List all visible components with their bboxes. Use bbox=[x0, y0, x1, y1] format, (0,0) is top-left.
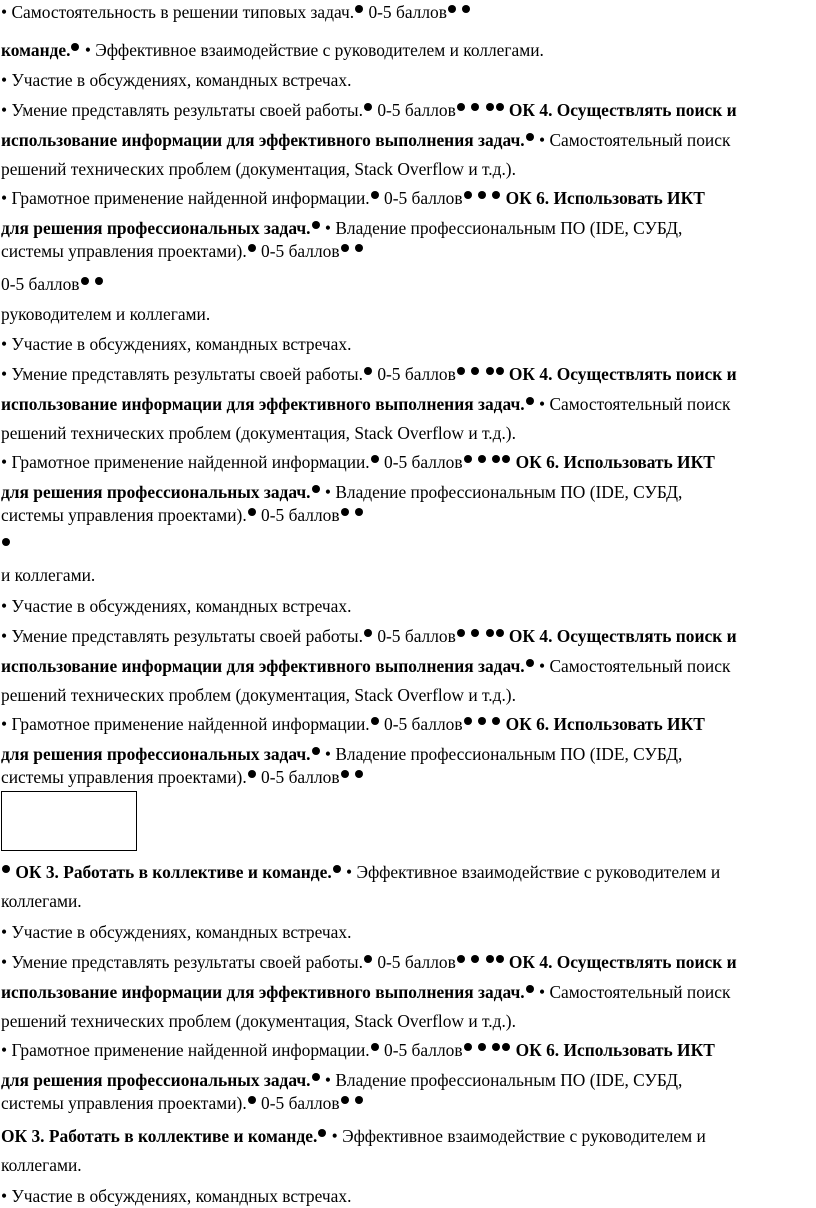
text-line: использование информации для эффективного выполнения задач. • Самостоятельный поиск bbox=[1, 982, 731, 1002]
text-line: коллегами. bbox=[1, 891, 82, 911]
bullet-dot-icon bbox=[492, 1043, 500, 1051]
text-line: системы управления проектами). 0-5 баллов bbox=[1, 241, 364, 261]
bullet-dot-icon bbox=[355, 1096, 363, 1104]
bullet-dot-icon bbox=[95, 277, 103, 285]
text-line: для решения профессиональных задач. • Владение профессиональным ПО (IDE, СУБД, bbox=[1, 482, 683, 502]
bullet-dot-icon bbox=[355, 244, 363, 252]
text-line: решений технических проблем (документация, Stack Overflow и т.д.). bbox=[1, 423, 516, 443]
text-line: • Грамотное применение найденной информации. 0-5 баллов ОК 6. Использовать ИКТ bbox=[1, 452, 715, 472]
bullet-dot-icon bbox=[526, 133, 534, 141]
bullet-dot-icon bbox=[371, 191, 379, 199]
bullet-dot-icon bbox=[526, 659, 534, 667]
bullet-dot-icon bbox=[457, 103, 465, 111]
text-line: системы управления проектами). 0-5 баллов bbox=[1, 767, 364, 787]
bullet-dot-icon bbox=[364, 103, 372, 111]
text-line: • Умение представлять результаты своей работы. 0-5 баллов ОК 4. Осуществлять поиск и bbox=[1, 364, 737, 384]
text-line: использование информации для эффективного выполнения задач. • Самостоятельный поиск bbox=[1, 394, 731, 414]
bullet-dot-icon bbox=[318, 1129, 326, 1137]
text-line: • Участие в обсуждениях, командных встречах. bbox=[1, 922, 352, 942]
bullet-dot-icon bbox=[248, 508, 256, 516]
text-line: системы управления проектами). 0-5 баллов bbox=[1, 505, 364, 525]
bullet-dot-icon bbox=[71, 43, 79, 51]
text-line: • Самостоятельность в решении типовых задач. 0-5 баллов bbox=[1, 2, 471, 22]
bullet-dot-icon bbox=[464, 717, 472, 725]
text-line: и коллегами. bbox=[1, 565, 96, 585]
bullet-dot-icon bbox=[457, 367, 465, 375]
text-line: решений технических проблем (документация, Stack Overflow и т.д.). bbox=[1, 685, 516, 705]
bullet-dot-icon bbox=[526, 397, 534, 405]
bullet-dot-icon bbox=[492, 455, 500, 463]
text-line: • Грамотное применение найденной информации. 0-5 баллов ОК 6. Использовать ИКТ bbox=[1, 714, 705, 734]
bullet-dot-icon bbox=[81, 277, 89, 285]
text-line: для решения профессиональных задач. • Владение профессиональным ПО (IDE, СУБД, bbox=[1, 744, 683, 764]
text-line: для решения профессиональных задач. • Владение профессиональным ПО (IDE, СУБД, bbox=[1, 218, 683, 238]
text-line: • Грамотное применение найденной информации. 0-5 баллов ОК 6. Использовать ИКТ bbox=[1, 1040, 715, 1060]
bullet-dot-icon bbox=[496, 629, 504, 637]
bullet-dot-icon bbox=[496, 955, 504, 963]
text-line: • Участие в обсуждениях, командных встречах. bbox=[1, 70, 352, 90]
text-line: решений технических проблем (документация, Stack Overflow и т.д.). bbox=[1, 1011, 516, 1031]
bullet-dot-icon bbox=[341, 508, 349, 516]
bullet-dot-icon bbox=[248, 770, 256, 778]
bullet-dot-icon bbox=[486, 367, 494, 375]
bullet-dot-icon bbox=[355, 508, 363, 516]
bullet-dot-icon bbox=[2, 865, 10, 873]
bullet-dot-icon bbox=[464, 191, 472, 199]
bullet-dot-icon bbox=[371, 1043, 379, 1051]
text-line: • Участие в обсуждениях, командных встречах. bbox=[1, 596, 352, 616]
text-line: системы управления проектами). 0-5 баллов bbox=[1, 1093, 364, 1113]
bullet-dot-icon bbox=[248, 1096, 256, 1104]
bullet-dot-icon bbox=[496, 103, 504, 111]
bullet-dot-icon bbox=[471, 103, 479, 111]
bullet-dot-icon bbox=[478, 1043, 486, 1051]
bullet-dot-icon bbox=[333, 865, 341, 873]
bullet-dot-icon bbox=[448, 5, 456, 13]
bullet-dot-icon bbox=[371, 717, 379, 725]
bullet-dot-icon bbox=[341, 770, 349, 778]
text-line: • Умение представлять результаты своей работы. 0-5 баллов ОК 4. Осуществлять поиск и bbox=[1, 626, 737, 646]
bullet-dot-icon bbox=[248, 244, 256, 252]
bullet-dot-icon bbox=[457, 955, 465, 963]
bullet-dot-icon bbox=[355, 770, 363, 778]
text-line: ОК 3. Работать в коллективе и команде. • Эффективное взаимодействие с руководителем и bbox=[1, 1126, 706, 1146]
text-line: • Участие в обсуждениях, командных встречах. bbox=[1, 1186, 352, 1206]
bullet-dot-icon bbox=[364, 955, 372, 963]
bullet-dot-icon bbox=[364, 367, 372, 375]
bullet-dot-icon bbox=[471, 629, 479, 637]
text-line: • Умение представлять результаты своей работы. 0-5 баллов ОК 4. Осуществлять поиск и bbox=[1, 100, 737, 120]
bullet-dot-icon bbox=[364, 629, 372, 637]
text-line: • Грамотное применение найденной информации. 0-5 баллов ОК 6. Использовать ИКТ bbox=[1, 188, 705, 208]
bullet-dot-icon bbox=[526, 985, 534, 993]
bullet-dot-icon bbox=[502, 455, 510, 463]
bullet-dot-icon bbox=[502, 1043, 510, 1051]
bullet-dot-icon bbox=[471, 955, 479, 963]
bullet-dot-icon bbox=[464, 455, 472, 463]
text-line: для решения профессиональных задач. • Владение профессиональным ПО (IDE, СУБД, bbox=[1, 1070, 683, 1090]
text-line: коллегами. bbox=[1, 1155, 82, 1175]
bullet-dot-icon bbox=[341, 244, 349, 252]
bullet-dot-icon bbox=[492, 717, 500, 725]
text-line: • Умение представлять результаты своей работы. 0-5 баллов ОК 4. Осуществлять поиск и bbox=[1, 952, 737, 972]
bullet-dot-icon bbox=[486, 629, 494, 637]
bullet-dot-icon bbox=[471, 367, 479, 375]
text-line: использование информации для эффективного выполнения задач. • Самостоятельный поиск bbox=[1, 130, 731, 150]
text-line: 0-5 баллов bbox=[1, 274, 104, 294]
bullet-dot-icon bbox=[341, 1096, 349, 1104]
bullet-dot-icon bbox=[486, 955, 494, 963]
text-line: ОК 3. Работать в коллективе и команде. • Эффективное взаимодействие с руководителем и bbox=[1, 862, 720, 882]
bullet-dot-icon bbox=[312, 221, 320, 229]
bullet-dot-icon bbox=[457, 629, 465, 637]
bullet-dot-icon bbox=[486, 103, 494, 111]
bullet-dot-icon bbox=[492, 191, 500, 199]
bullet-dot-icon bbox=[355, 5, 363, 13]
empty-frame bbox=[1, 791, 137, 851]
text-line: использование информации для эффективного выполнения задач. • Самостоятельный поиск bbox=[1, 656, 731, 676]
text-line: руководителем и коллегами. bbox=[1, 304, 211, 324]
bullet-dot-icon bbox=[496, 367, 504, 375]
bullet-dot-icon bbox=[312, 1073, 320, 1081]
bullet-dot-icon bbox=[478, 455, 486, 463]
bullet-dot-icon bbox=[2, 538, 10, 546]
bullet-dot-icon bbox=[312, 485, 320, 493]
bullet-dot-icon bbox=[478, 191, 486, 199]
text-line: • Участие в обсуждениях, командных встречах. bbox=[1, 334, 352, 354]
bullet-dot-icon bbox=[371, 455, 379, 463]
text-line bbox=[1, 535, 11, 555]
text-line: решений технических проблем (документация, Stack Overflow и т.д.). bbox=[1, 159, 516, 179]
bullet-dot-icon bbox=[464, 1043, 472, 1051]
bullet-dot-icon bbox=[312, 747, 320, 755]
text-line: команде. • Эффективное взаимодействие с руководителем и коллегами. bbox=[1, 40, 544, 60]
bullet-dot-icon bbox=[478, 717, 486, 725]
bullet-dot-icon bbox=[462, 5, 470, 13]
